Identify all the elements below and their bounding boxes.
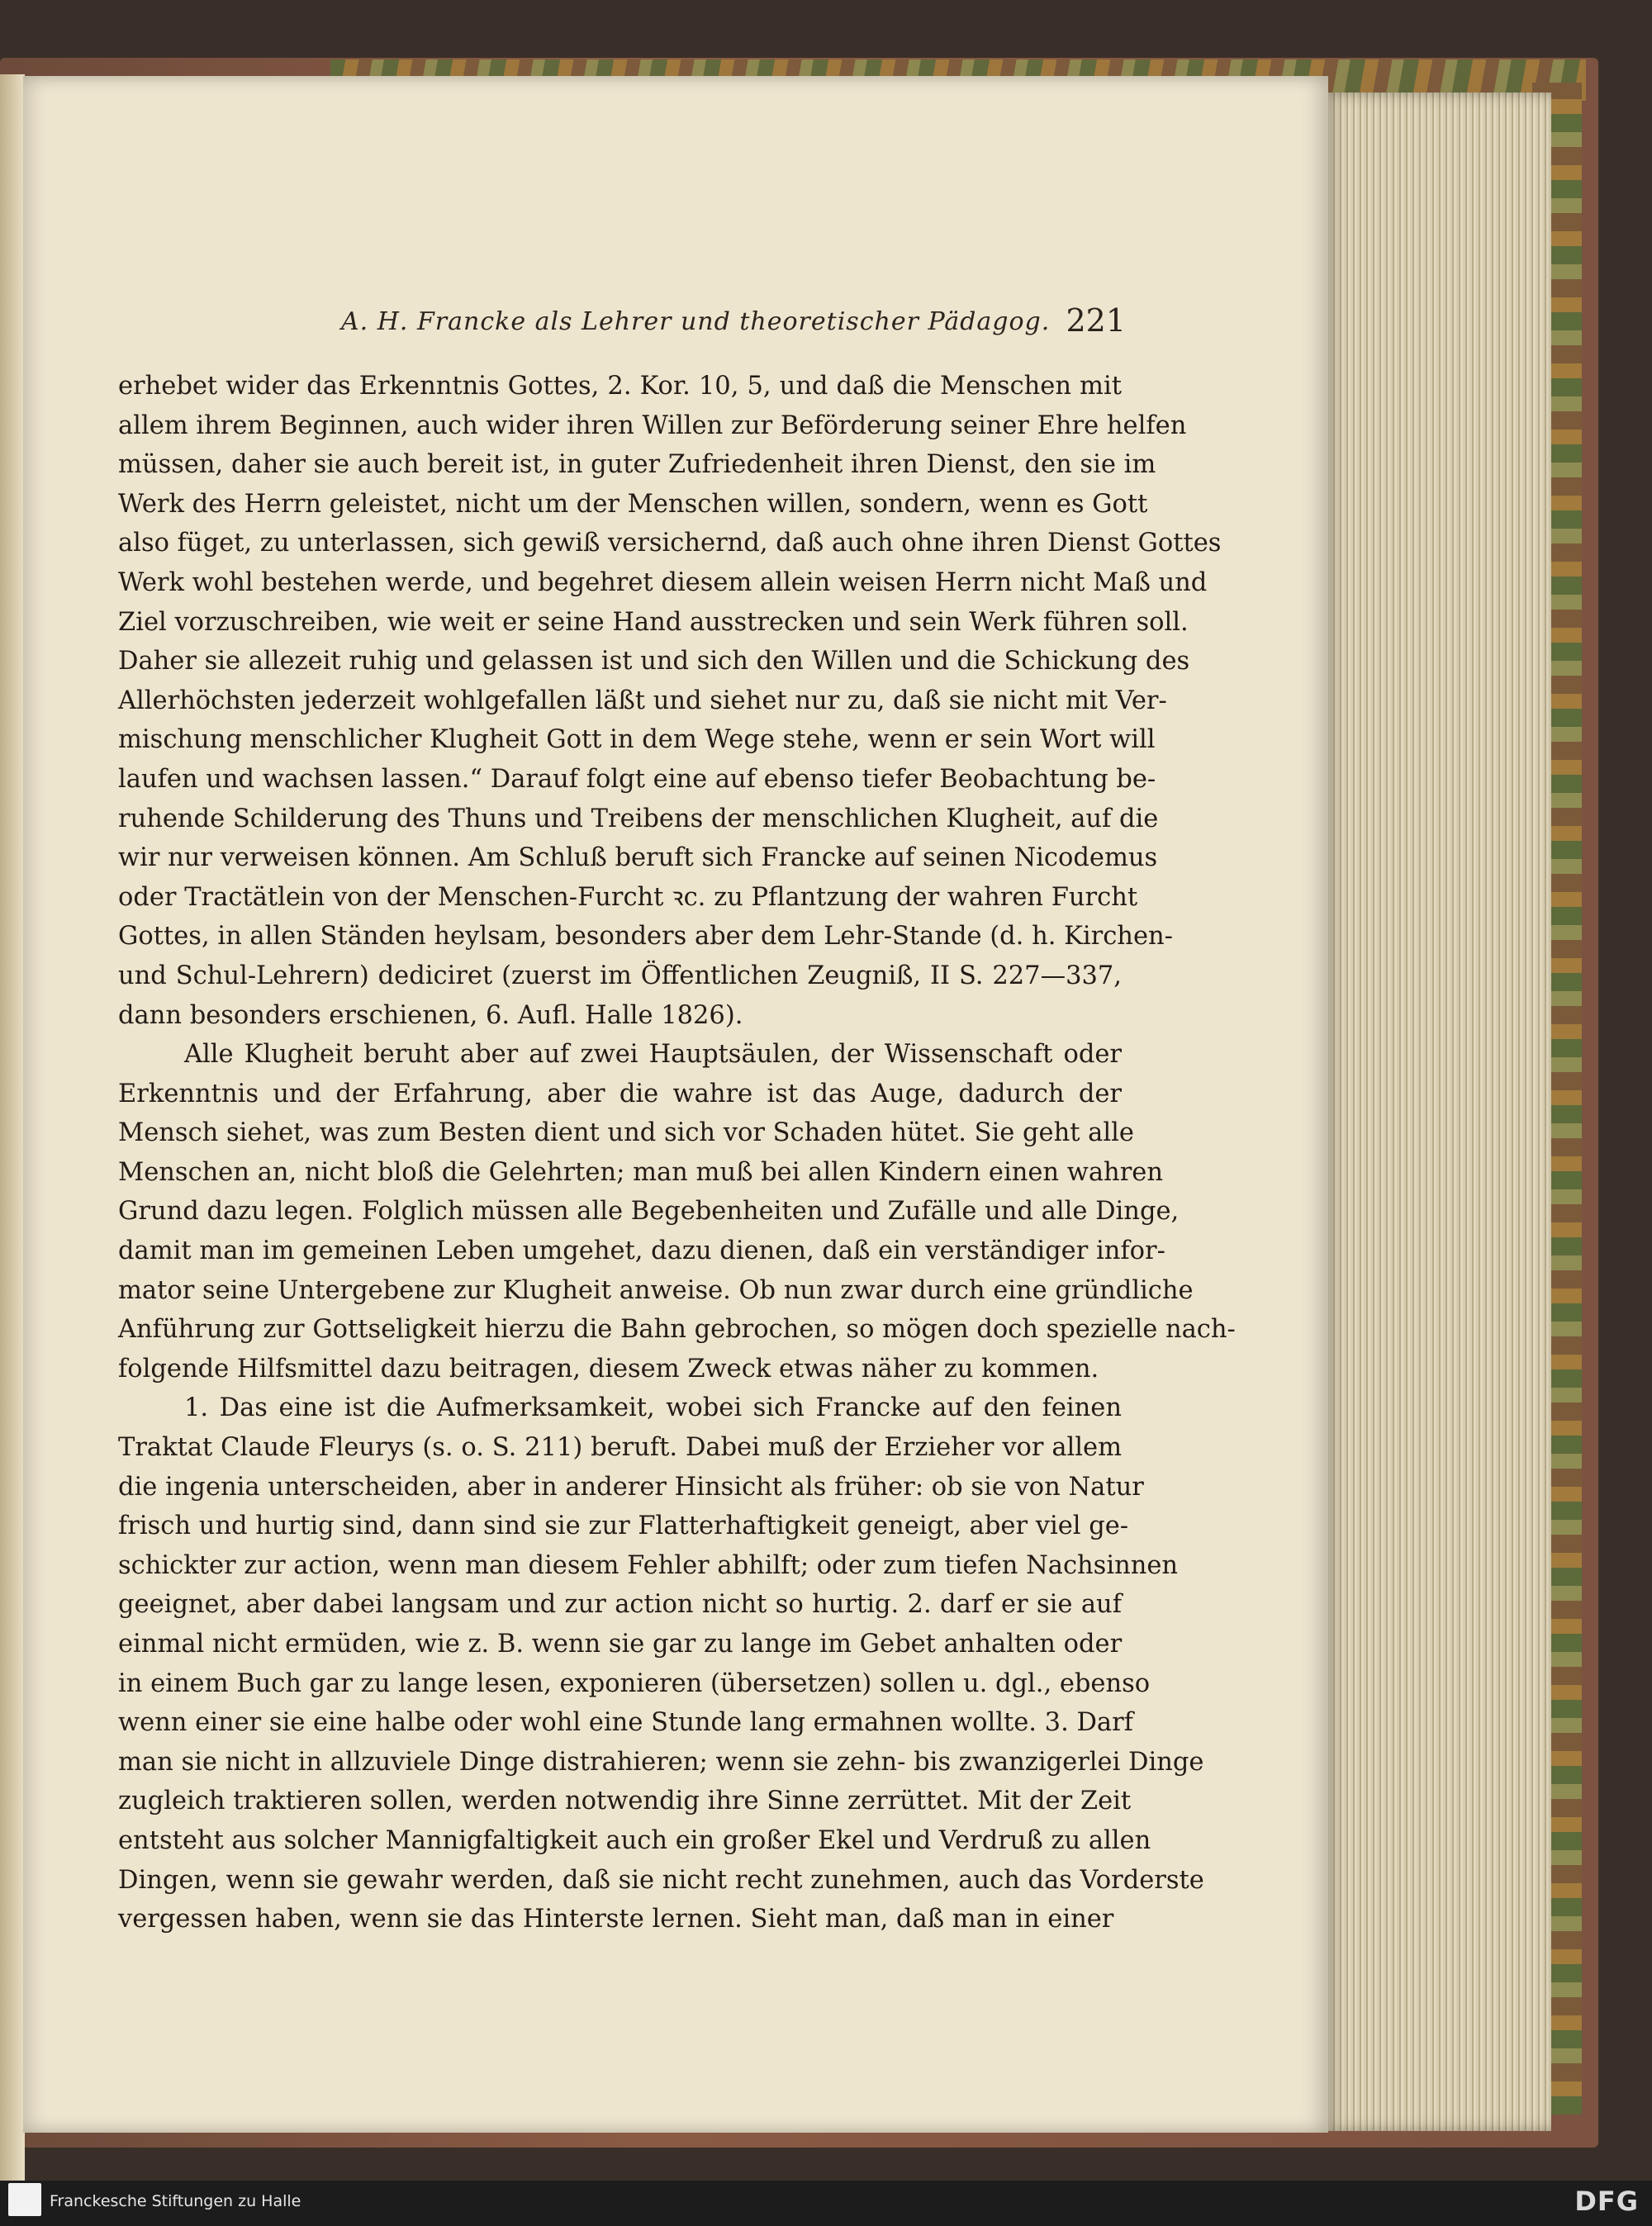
- text-line: damit man im gemeinen Leben umgehet, dazu dienen, daß ein verständiger infor-: [118, 1236, 1165, 1266]
- text-line: müssen, daher sie auch bereit ist, in guter Zufriedenheit ihren Dienst, den sie im: [118, 450, 1156, 480]
- text-line: in einem Buch gar zu lange lesen, exponieren (übersetzen) sollen u. dgl., ebenso: [118, 1668, 1151, 1698]
- text-line: Daher sie allezeit ruhig und gelassen ist und sich den Willen und die Schickung des: [118, 647, 1190, 676]
- text-line: die ingenia unterscheiden, aber in anderer Hinsicht als früher: ob sie von Natur: [118, 1472, 1144, 1502]
- text-line: schickter zur action, wenn man diesem Fehler abhilft; oder zum tiefen Nachsinnen: [118, 1550, 1179, 1580]
- dfg-logo: DFG: [1574, 2186, 1639, 2217]
- running-head: [89, 299, 1126, 349]
- text-line: also füget, zu unterlassen, sich gewiß versichernd, daß auch ohne ihren Dienst Gottes: [118, 529, 1222, 558]
- text-line: Allerhöchsten jederzeit wohlgefallen läßt und siehet nur zu, daß sie nicht mit Ver-: [118, 686, 1167, 715]
- text-line: Dingen, wenn sie gewahr werden, daß sie nicht recht zunehmen, auch das Vorderste: [118, 1865, 1204, 1895]
- text-line: oder Tractätlein von der Menschen-Furcht ꝛc. zu Pflantzung der wahren Furcht: [118, 882, 1138, 912]
- text-line: Anführung zur Gottseligkeit hierzu die Bahn gebrochen, so mögen doch spezielle nach-: [118, 1315, 1236, 1345]
- text-line: Mensch siehet, was zum Besten dient und sich vor Schaden hütet. Sie geht alle: [118, 1118, 1134, 1148]
- text-line: Alle Klugheit beruht aber auf zwei Hauptsäulen, der Wissenschaft oder: [184, 1040, 1122, 1070]
- text-line: mischung menschlicher Klugheit Gott in dem Wege stehe, wenn er sein Wort will: [118, 725, 1156, 755]
- text-line: erhebet wider das Erkenntnis Gottes, 2. Kor. 10, 5, und daß die Menschen mit: [118, 372, 1122, 401]
- text-line: Grund dazu legen. Folglich müssen alle Begebenheiten und Zufälle und alle Dinge,: [118, 1197, 1180, 1227]
- text-line: ruhende Schilderung des Thuns und Treibens der menschlichen Klugheit, auf die: [118, 804, 1159, 833]
- institution-name: Franckesche Stiftungen zu Halle: [50, 2192, 301, 2210]
- text-line: zugleich traktieren sollen, werden notwendig ihre Sinne zerrüttet. Mit der Zeit: [118, 1787, 1132, 1816]
- text-line: vergessen haben, wenn sie das Hinterste lernen. Sieht man, daß man in einer: [118, 1905, 1114, 1934]
- text-line: und Schul-Lehrern) dediciret (zuerst im Öffentlichen Zeugniß, II S. 227—337,: [118, 961, 1122, 990]
- text-line: folgende Hilfsmittel dazu beitragen, diesem Zweck etwas näher zu kommen.: [118, 1354, 1099, 1384]
- text-line: Erkenntnis und der Erfahrung, aber die wahre ist das Auge, dadurch der: [118, 1079, 1122, 1108]
- text-line: dann besonders erschienen, 6. Aufl. Halle 1826).: [118, 1000, 743, 1030]
- text-line: Werk des Herrn geleistet, nicht um der Menschen willen, sondern, wenn es Gott: [118, 489, 1148, 519]
- text-line: Traktat Claude Fleurys (s. o. S. 211) beruft. Dabei muß der Erzieher vor allem: [118, 1433, 1122, 1463]
- running-head-title: A. H. Francke als Lehrer und theoretischer Pädagog.: [341, 307, 1051, 336]
- text-line: Ziel vorzuschreiben, wie weit er seine Hand ausstrecken und sein Werk führen soll.: [118, 607, 1189, 637]
- text-line: geeignet, aber dabei langsam und zur action nicht so hurtig. 2. darf er sie auf: [118, 1590, 1122, 1620]
- text-line: einmal nicht ermüden, wie z. B. wenn sie gar zu lange im Gebet anhalten oder: [118, 1630, 1123, 1659]
- text-line: Gottes, in allen Ständen heylsam, besonders aber dem Lehr-Stande (d. h. Kirchen-: [118, 922, 1173, 952]
- book-page: [23, 76, 1328, 2133]
- text-line: laufen und wachsen lassen.“ Darauf folgt eine auf ebenso tiefer Beobachtung be-: [118, 764, 1156, 794]
- text-line: Werk wohl bestehen werde, und begehret diesem allein weisen Herrn nicht Maß und: [118, 567, 1208, 597]
- text-line: 1. Das eine ist die Aufmerksamkeit, wobei sich Francke auf den feinen: [184, 1393, 1122, 1423]
- page-number: 221: [1066, 302, 1126, 339]
- text-line: Menschen an, nicht bloß die Gelehrten; man muß bei allen Kindern einen wahren: [118, 1157, 1163, 1187]
- text-line: wir nur verweisen können. Am Schluß beruft sich Francke auf seinen Nicodemus: [118, 843, 1158, 873]
- text-line: allem ihrem Beginnen, auch wider ihren Willen zur Beförderung seiner Ehre helfen: [118, 411, 1187, 440]
- text-line: entsteht aus solcher Mannigfaltigkeit auch ein großer Ekel und Verdruß zu allen: [118, 1825, 1151, 1855]
- text-line: frisch und hurtig sind, dann sind sie zur Flatterhaftigkeit geneigt, aber viel ge-: [118, 1512, 1129, 1541]
- text-line: wenn einer sie eine halbe oder wohl eine Stunde lang ermahnen wollte. 3. Darf: [118, 1708, 1133, 1738]
- text-line: man sie nicht in allzuviele Dinge distrahieren; wenn sie zehn- bis zwanzigerlei Dinge: [118, 1747, 1204, 1777]
- body-text: [118, 367, 1236, 1939]
- text-line: mator seine Untergebene zur Klugheit anweise. Ob nun zwar durch eine gründliche: [118, 1275, 1194, 1305]
- page-stack-fore-edge: [1322, 93, 1551, 2131]
- left-page-edge: [0, 74, 25, 2189]
- institution-logo-icon: [8, 2183, 41, 2216]
